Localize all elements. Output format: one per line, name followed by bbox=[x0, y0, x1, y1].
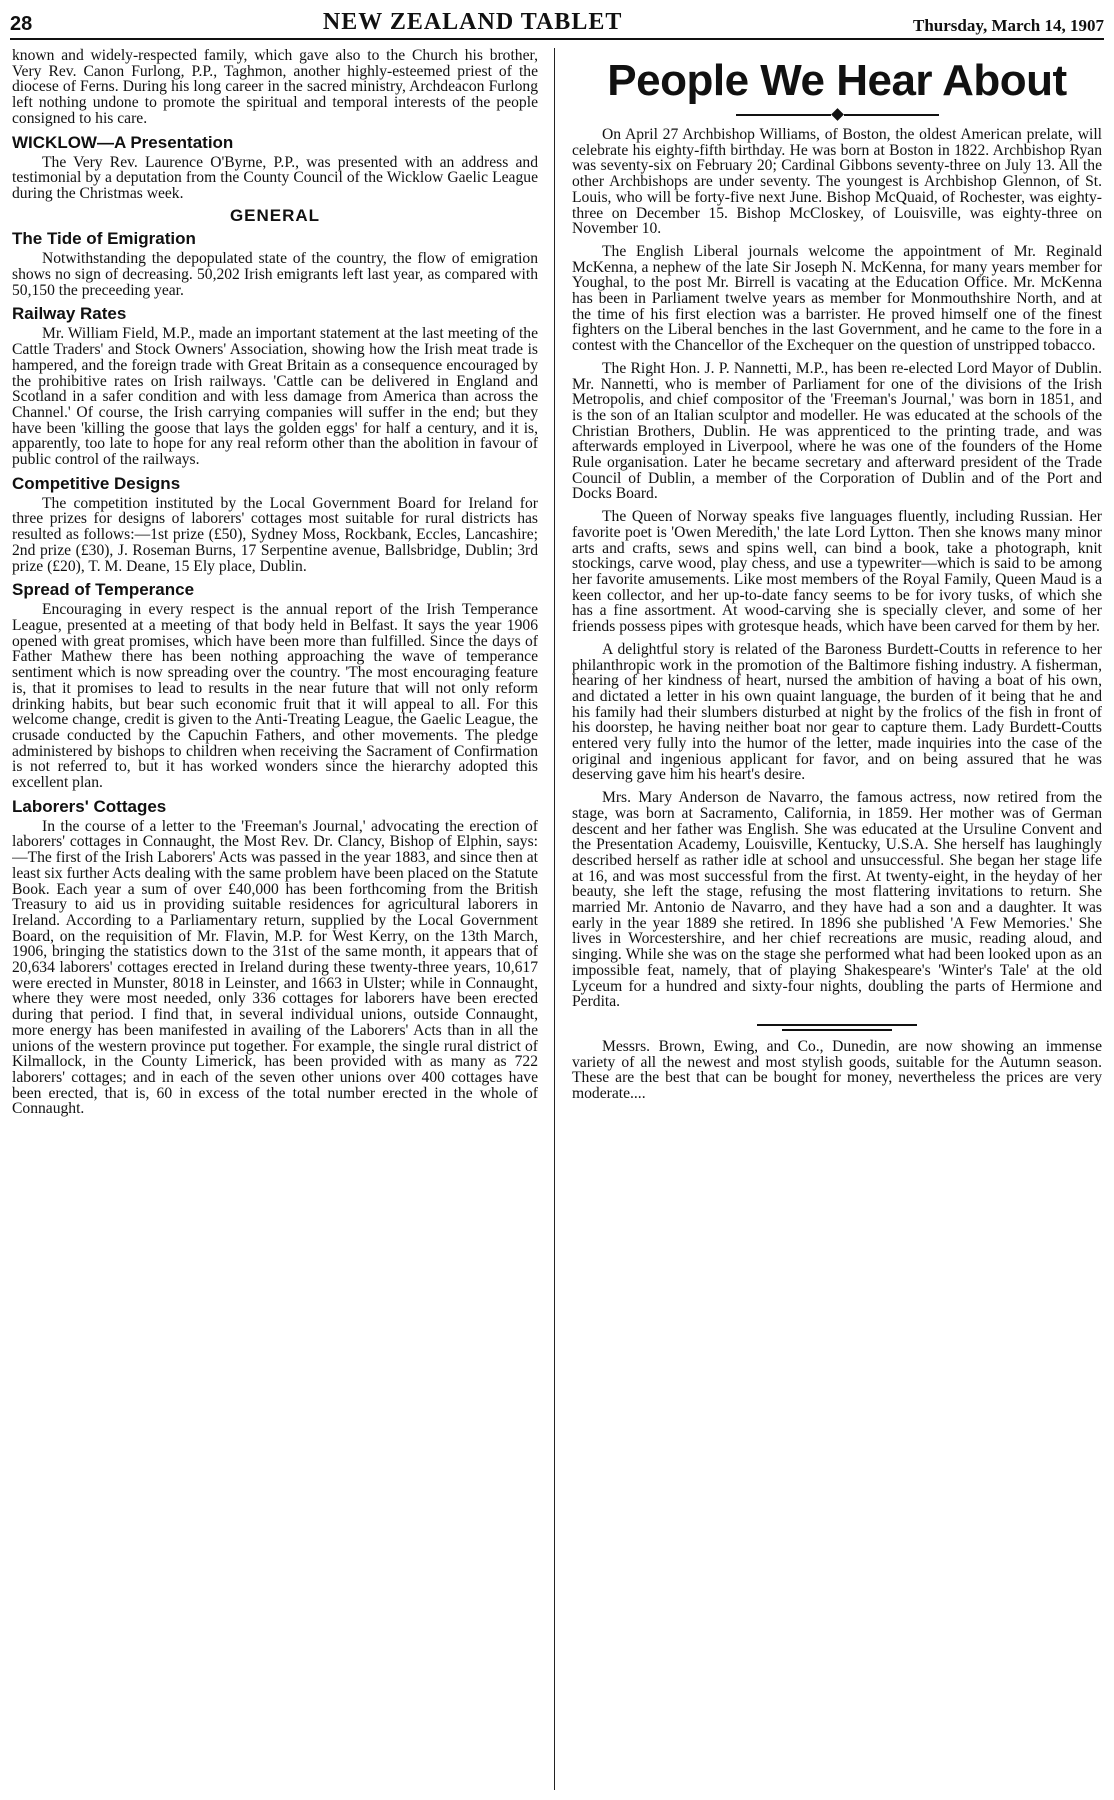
cottages-paragraph: In the course of a letter to the 'Freeman's Journal,' advocating the erection of laborers' cottages in Connaught, the Most Rev. Dr. Clancy, Bishop of Elphin, says:—The first of the Irish Laborers' Acts was passed in the year 1883, and since then at least six further Acts dealing with the same problem have been placed on the Statute Book. Each year a sum of over £40,000 has been forthcoming from the British Treasury to aid us in providing suitable residences for agricultural laborers in Ireland. According to a Parliamentary return, supplied by the Local Government Board, on the requisition of Mr. Flavin, M.P. for West Kerry, on the 13th March, 1906, bringing the statistics down to the 31st of the same month, it appears that of 20,634 laborers' cottages erected in Ireland during these twenty-three years, 10,617 were erected in Munster, 8018 in Leinster, and 1663 in Ulster; while in Connaught, where they were most needed, only 336 cottages for laborers have been erected during that period. I find that, in several individual unions, outside Connaught, more energy has been manifested in availing of the Laborers' Acts than in all the unions of the western province put together. For example, the single rural district of Kilmallock, in the County Limerick, has been provided with as many as 722 laborers' cottages; and in each of the seven other unions over 400 cottages have been erected, that is, 60 in excess of the total number erected in the whole of Connaught. bbox=[12, 817, 538, 1118]
emigration-paragraph: Notwithstanding the depopulated state of the country, the flow of emigration shows no sign of decreasing. 50,202 Irish emigrants left last year, as compared with 50,150 the preceeding year. bbox=[12, 250, 538, 299]
railway-heading: Railway Rates bbox=[12, 304, 127, 324]
general-section-heading: GENERAL bbox=[229, 205, 321, 225]
separator-rule-long bbox=[757, 1024, 917, 1026]
advert-paragraph: Messrs. Brown, Ewing, and Co., Dunedin, are now showing an immense variety of all the newest and most stylish goods, suitable for the Autumn season. These are the best that can be bought for money, nevertheless the prices are very moderate.... bbox=[572, 1037, 1102, 1103]
queen-norway-paragraph: The Queen of Norway speaks five languages fluently, including Russian. Her favorite poet is 'Owen Meredith,' the late Lord Lytton. Then she knows many minor arts and crafts, sews and spins well, can bind a book, take a photograph, knit stockings, carve wood, play chess, and use a typewriter—which is said to be among her favorite amusements. Like most members of the Royal Family, Queen Maud is a keen collector, and her up-to-date fancy seems to be for ivory tusks, of which she has a fine assortment. At wood-carving she is specially clever, and some of her friends possess pipes with grotesque heads, which have been carved for them by her. bbox=[572, 508, 1102, 636]
masthead bbox=[10, 4, 1104, 40]
ornament-rule-left bbox=[736, 114, 831, 116]
emigration-heading: The Tide of Emigration bbox=[12, 229, 196, 249]
designs-heading: Competitive Designs bbox=[12, 473, 181, 493]
right-column bbox=[572, 48, 1102, 1790]
temperance-heading: Spread of Temperance bbox=[12, 580, 195, 600]
nannetti-paragraph: The Right Hon. J. P. Nannetti, M.P., has been re-elected Lord Mayor of Dublin. Mr. Nannetti, who is member of Parliament for one of the divisions of the Irish Metropolis, and chief compositor of the 'Freeman's Journal,' was born in 1851, and is the son of an Italian sculptor and modeller. He was educated at the schools of the Christian Brothers, Dublin. He was apprenticed to the printing trade, and was afterwards employed in Liverpool, where he was one of the founders of the Home Rule organisation. Later he became secretary and afterward president of the Trade Council of Dublin, a member of the Corporation of Dublin and of the Port and Docks Board. bbox=[572, 359, 1102, 503]
archbishops-paragraph: On April 27 Archbishop Williams, of Boston, the oldest American prelate, will celebrate his eighty-fifth birthday. He was born at Boston in 1822. Archbishop Ryan was seventy-six on February 20; Cardinal Gibbons seventy-three on July 13. All the other Archbishops are under seventy. The youngest is Archbishop Glennon, of St. Louis, who will be forty-five next June. Bishop McQuaid, of Rochester, was eighty-three on December 15. Bishop McCloskey, of Louisville, was eighty-three on November 10. bbox=[572, 126, 1102, 238]
temperance-paragraph: Encouraging in every respect is the annual report of the Irish Temperance League, presented at a meeting of that body held in Belfast. It says the year 1906 opened with great promises, which have been more than fulfilled. Since the days of Father Mathew there has been nothing approaching the wave of temperance sentiment which is now spreading over the country. 'The most encouraging feature is, that it promises to lead to results in the near future that will not only reform drinking habits, but bear such economic fruit that it will appeal to all. For this welcome change, credit is given to the Anti-Treating League, the Gaelic League, the crusade conducted by the Capuchin Fathers, and other movements. The pledge administered by bishops to children when receiving the Sacrament of Confirmation is not referred to, but it has worked wonders since the hierarchy adopted this excellent plan. bbox=[12, 601, 538, 792]
wicklow-heading: WICKLOW—A Presentation bbox=[12, 132, 234, 152]
title-ornament bbox=[572, 110, 1102, 119]
anderson-paragraph: Mrs. Mary Anderson de Navarro, the famous actress, now retired from the stage, was born at Sacramento, California, in 1859. Her mother was of German descent and her father was English. She was educated at the Ursuline Convent and the Presentation Academy, Louisville, Kentucky, U.S.A. She herself has laughingly described herself as rather idle at school and unsuccessful. She began her stage life at 16, and was most successful from the first. At twenty-eight, in the heyday of her beauty, she left the stage, refusing the most flattering invitations to return. She married Mr. Antonio de Navarro, and they have had a son and a daughter. It was early in the year 1889 she retired. In 1896 she published 'A Few Memories.' She lives in Worcestershire, and her chief recreations are music, reading aloud, and singing. While she was on the stage she performed what had been looked upon as an impossible feat, namely, that of playing Shakespeare's 'Winter's Tale' at the old Lyceum for a hundred and sixty-four nights, doubling the parts of Hermione and Perdita. bbox=[572, 789, 1102, 1011]
paper-name: NEW ZEALAND TABLET bbox=[322, 9, 623, 35]
page-number: 28 bbox=[10, 13, 33, 35]
burdett-coutts-paragraph: A delightful story is related of the Baroness Burdett-Coutts in reference to her philanthropic work in the promotion of the Baltimore fishing industry. A fisherman, hearing of her kindness of heart, nursed the ambition of having a boat of his own, and dictated a letter in his own quaint language, the burden of it being that he and his family had their slumbers disturbed at night by the frolics of the fish in front of his doorstep, he having neither boat nor gear to capture them. Lady Burdett-Coutts entered very fully into the humor of the letter, made inquiries into the case of the original and ingenious applicant for favor, and on being assured that he was deserving gave him his heart's desire. bbox=[572, 640, 1102, 784]
mckenna-paragraph: The English Liberal journals welcome the appointment of Mr. Reginald McKenna, a nephew of the late Sir Joseph N. McKenna, for many years member for Youghal, to the post Mr. Birrell is vacating at the Education Office. Mr. McKenna has been in Parliament twelve years as member for Monmouthshire North, and at the time of his first election was a barrister. He proved himself one of the finest fighters on the Liberal benches in the last Government, and he came to the fore in a contest with the Chancellor of the Exchequer on the question of unstripped tobacco. bbox=[572, 242, 1102, 355]
left-column bbox=[12, 48, 538, 1790]
column-divider bbox=[554, 48, 555, 1790]
wicklow-paragraph: The Very Rev. Laurence O'Byrne, P.P., was presented with an address and testimonial by a deputation from the County Council of the Wicklow Gaelic League during the Christmas week. bbox=[12, 153, 538, 202]
ornament-diamond bbox=[831, 108, 844, 121]
feature-title: People We Hear About bbox=[607, 56, 1067, 105]
designs-paragraph: The competition instituted by the Local Government Board for Ireland for three prizes for designs of laborers' cottages most suitable for rural districts has resulted as follows:—1st prize (£50), Sydney Moss, Rockbank, Eccles, Lancashire; 2nd prize (£30), J. Roseman Burns, 17 Serpentine avenue, Ballsbridge, Dublin; 3rd prize (£20), T. M. Deane, 15 Ely place, Dublin. bbox=[12, 494, 538, 575]
separator-rule-short bbox=[782, 1029, 892, 1031]
section-separator bbox=[757, 1024, 917, 1031]
railway-paragraph: Mr. William Field, M.P., made an important statement at the last meeting of the Cattle Traders' and Stock Owners' Association, showing how the Irish meat trade is hampered, and the foreign trade with Great Britain as a consequence encouraged by the prohibitive rates on Irish railways. 'Cattle can be delivered in England and Scotland in a safer condition and with less damage from America than across the Channel.' Of course, the Irish carrying companies will suffer in the end; but they have been 'killing the goose that lays the golden eggs' for half a century, and it is, apparently, too late to hope for any real reform other than the abolition in favour of public control of the railways. bbox=[12, 325, 538, 469]
cottages-heading: Laborers' Cottages bbox=[12, 796, 167, 816]
ornament-rule-right bbox=[844, 114, 939, 116]
intro-paragraph: known and widely-respected family, which gave also to the Church his brother, Very Rev. Canon Furlong, P.P., Taghmon, another highly-esteemed priest of the diocese of Ferns. During his long career in the sacred ministry, Archdeacon Furlong left nothing undone to promote the spiritual and temporal interests of the people consigned to his care. bbox=[12, 48, 538, 127]
issue-date: Thursday, March 14, 1907 bbox=[913, 16, 1104, 35]
